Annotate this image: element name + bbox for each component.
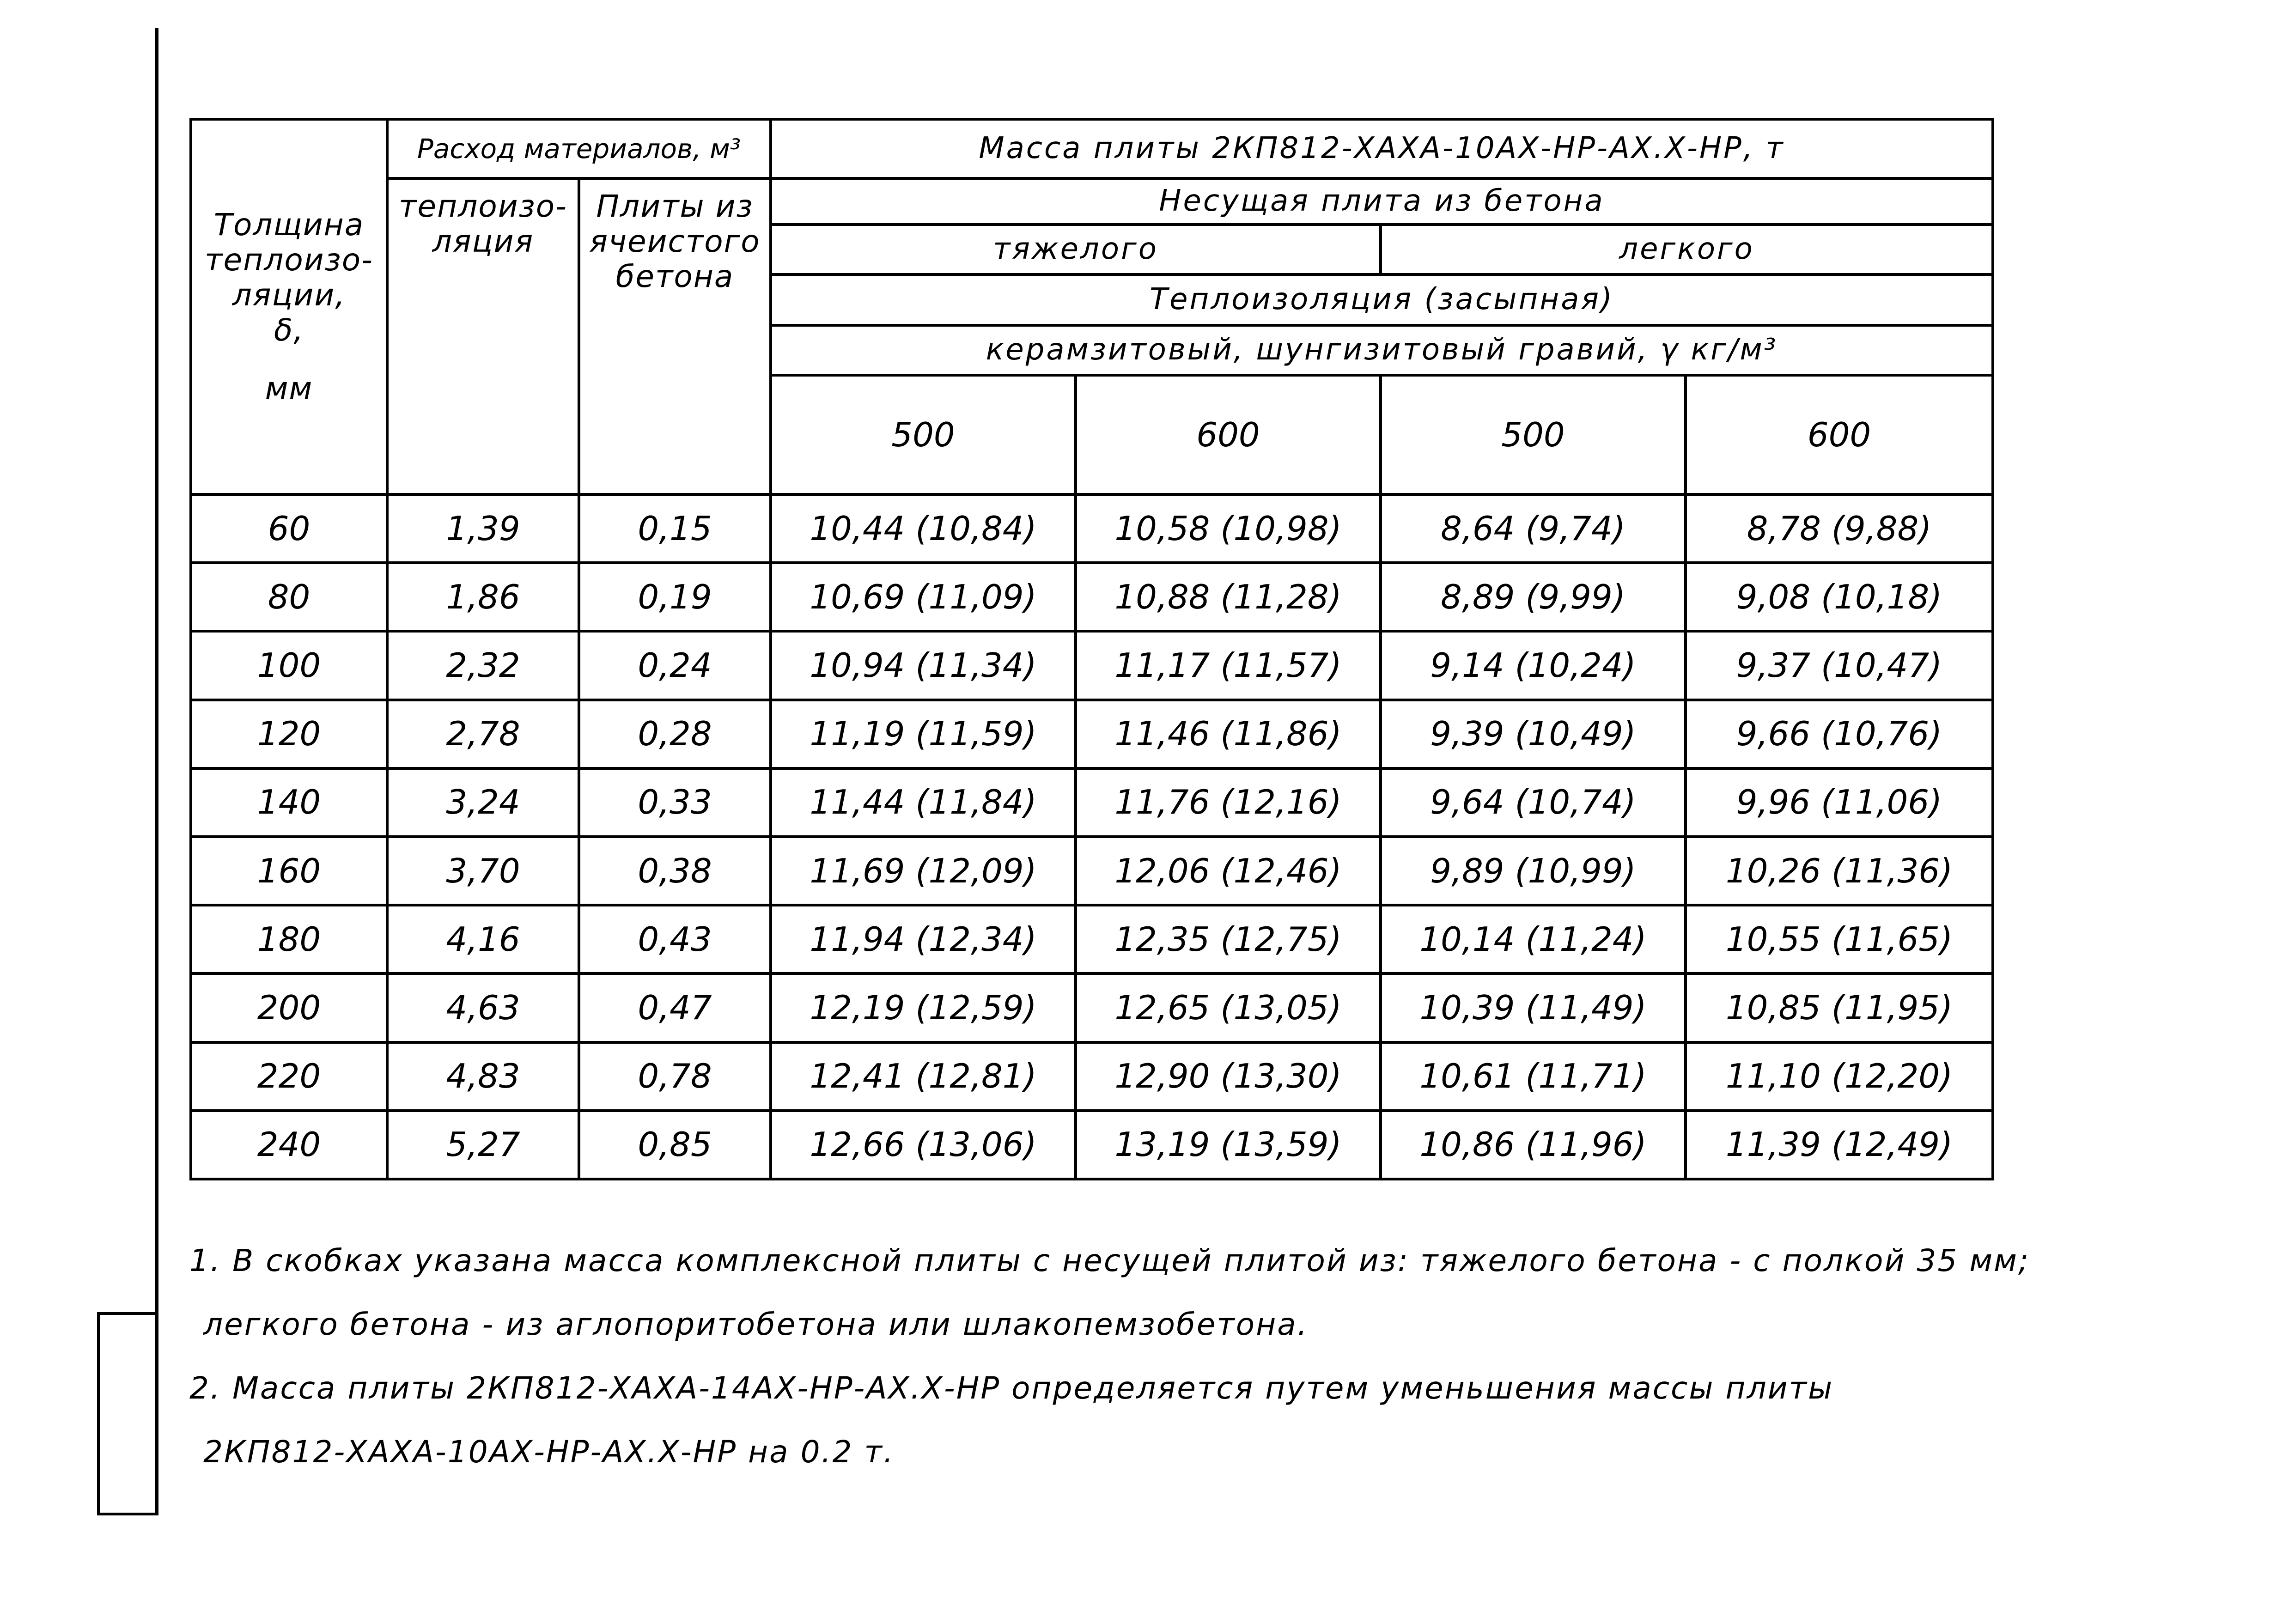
cellular-cell: 0,43 <box>579 905 771 973</box>
mass-light-600-cell: 11,10 (12,20) <box>1686 1042 1993 1111</box>
table-row <box>191 768 1993 837</box>
thickness-cell: 220 <box>191 1042 387 1111</box>
mass-light-500-cell: 8,89 (9,99) <box>1381 563 1686 631</box>
insulation-cell: 1,86 <box>387 563 579 631</box>
mass-heavy-600-cell: 12,35 (12,75) <box>1076 905 1381 973</box>
mass-light-600-cell: 10,55 (11,65) <box>1686 905 1993 973</box>
note-line: 1. В скобках указана масса комплексной плиты с несущей плитой из: тяжелого бетона - с полкой 35 мм; <box>189 1243 2030 1278</box>
thickness-cell: 120 <box>191 700 387 768</box>
mass-light-600-cell: 9,96 (11,06) <box>1686 768 1993 837</box>
note-line: легкого бетона - из аглопоритобетона или шлакопемзобетона. <box>203 1307 1309 1342</box>
table-row <box>191 837 1993 905</box>
insulation-cell: 1,39 <box>387 494 579 563</box>
thickness-cell: 200 <box>191 973 387 1042</box>
mass-heavy-600-cell: 12,06 (12,46) <box>1076 837 1381 905</box>
bearing-slab-header: Несущая плита из бетона <box>771 178 1993 225</box>
mass-light-600-cell: 9,66 (10,76) <box>1686 700 1993 768</box>
mass-heavy-500-cell: 11,44 (11,84) <box>771 768 1076 837</box>
materials-consumption-header: Расход материалов, м³ <box>387 119 771 178</box>
mass-heavy-600-cell: 11,46 (11,86) <box>1076 700 1381 768</box>
table-row <box>191 563 1993 631</box>
density-500-heavy: 500 <box>771 375 1076 494</box>
mass-heavy-600-cell: 11,17 (11,57) <box>1076 631 1381 699</box>
mass-heavy-500-cell: 10,94 (11,34) <box>771 631 1076 699</box>
cellular-cell: 0,19 <box>579 563 771 631</box>
mass-light-600-cell: 9,37 (10,47) <box>1686 631 1993 699</box>
cellular-cell: 0,24 <box>579 631 771 699</box>
gravel-type-header: керамзитовый, шунгизитовый гравий, γ кг/м³ <box>771 325 1993 375</box>
insulation-cell: 3,24 <box>387 768 579 837</box>
table-row <box>191 973 1993 1042</box>
mass-light-500-cell: 8,64 (9,74) <box>1381 494 1686 563</box>
mass-heavy-600-cell: 11,76 (12,16) <box>1076 768 1381 837</box>
table-row <box>191 700 1993 768</box>
table-row <box>191 1111 1993 1179</box>
thickness-cell: 100 <box>191 631 387 699</box>
mass-table <box>189 118 1994 1180</box>
mass-light-500-cell: 10,86 (11,96) <box>1381 1111 1686 1179</box>
cellular-cell: 0,85 <box>579 1111 771 1179</box>
mass-heavy-500-cell: 11,69 (12,09) <box>771 837 1076 905</box>
cellular-cell: 0,47 <box>579 973 771 1042</box>
thickness-cell: 180 <box>191 905 387 973</box>
cellular-cell: 0,78 <box>579 1042 771 1111</box>
thickness-header: Толщина теплоизо- ляции, δ, мм <box>191 119 387 494</box>
mass-light-500-cell: 10,14 (11,24) <box>1381 905 1686 973</box>
mass-heavy-500-cell: 11,19 (11,59) <box>771 700 1076 768</box>
thickness-cell: 240 <box>191 1111 387 1179</box>
insulation-cell: 4,63 <box>387 973 579 1042</box>
insulation-cell: 3,70 <box>387 837 579 905</box>
light-concrete-header: легкого <box>1381 225 1993 274</box>
mass-heavy-500-cell: 12,19 (12,59) <box>771 973 1076 1042</box>
mass-light-500-cell: 10,39 (11,49) <box>1381 973 1686 1042</box>
thickness-cell: 160 <box>191 837 387 905</box>
slab-mass-header: Масса плиты 2КП812-ХАХА-10АХ-НР-АХ.Х-НР, т <box>771 119 1993 178</box>
mass-heavy-600-cell: 13,19 (13,59) <box>1076 1111 1381 1179</box>
insulation-cell: 2,78 <box>387 700 579 768</box>
cellular-cell: 0,28 <box>579 700 771 768</box>
table-row <box>191 494 1993 563</box>
frame-border-line <box>155 28 158 1515</box>
cellular-cell: 0,15 <box>579 494 771 563</box>
mass-light-500-cell: 9,14 (10,24) <box>1381 631 1686 699</box>
cellular-cell: 0,38 <box>579 837 771 905</box>
mass-light-500-cell: 9,39 (10,49) <box>1381 700 1686 768</box>
table-row <box>191 1042 1993 1111</box>
mass-heavy-600-cell: 12,65 (13,05) <box>1076 973 1381 1042</box>
insulation-cell: 4,83 <box>387 1042 579 1111</box>
mass-light-600-cell: 10,26 (11,36) <box>1686 837 1993 905</box>
mass-heavy-600-cell: 10,88 (11,28) <box>1076 563 1381 631</box>
insulation-cell: 2,32 <box>387 631 579 699</box>
mass-heavy-500-cell: 12,66 (13,06) <box>771 1111 1076 1179</box>
mass-light-600-cell: 8,78 (9,88) <box>1686 494 1993 563</box>
mass-heavy-500-cell: 10,44 (10,84) <box>771 494 1076 563</box>
table-row <box>191 905 1993 973</box>
mass-light-500-cell: 10,61 (11,71) <box>1381 1042 1686 1111</box>
table-row <box>191 631 1993 699</box>
thickness-cell: 140 <box>191 768 387 837</box>
thickness-cell: 60 <box>191 494 387 563</box>
note-line: 2. Масса плиты 2КП812-ХАХА-14АХ-НР-АХ.Х-НР определяется путем уменьшения массы плиты <box>189 1370 1834 1406</box>
density-500-light: 500 <box>1381 375 1686 494</box>
mass-light-500-cell: 9,64 (10,74) <box>1381 768 1686 837</box>
margin-stamp-box <box>97 1312 155 1515</box>
mass-light-600-cell: 10,85 (11,95) <box>1686 973 1993 1042</box>
density-600-light: 600 <box>1686 375 1993 494</box>
insulation-cell: 5,27 <box>387 1111 579 1179</box>
cellular-cell: 0,33 <box>579 768 771 837</box>
note-line: 2КП812-ХАХА-10АХ-НР-АХ.Х-НР на 0.2 т. <box>203 1434 895 1470</box>
mass-heavy-600-cell: 10,58 (10,98) <box>1076 494 1381 563</box>
mass-heavy-500-cell: 11,94 (12,34) <box>771 905 1076 973</box>
mass-heavy-600-cell: 12,90 (13,30) <box>1076 1042 1381 1111</box>
cellular-concrete-header: Плиты из ячеистого бетона <box>579 178 771 494</box>
thickness-cell: 80 <box>191 563 387 631</box>
notes-block <box>189 1229 2246 1484</box>
insulation-type-header: Теплоизоляция (засыпная) <box>771 274 1993 325</box>
insulation-cell: 4,16 <box>387 905 579 973</box>
heavy-concrete-header: тяжелого <box>771 225 1381 274</box>
mass-heavy-500-cell: 12,41 (12,81) <box>771 1042 1076 1111</box>
insulation-header: теплоизо- ляция <box>387 178 579 494</box>
mass-light-500-cell: 9,89 (10,99) <box>1381 837 1686 905</box>
mass-light-600-cell: 11,39 (12,49) <box>1686 1111 1993 1179</box>
mass-heavy-500-cell: 10,69 (11,09) <box>771 563 1076 631</box>
density-600-heavy: 600 <box>1076 375 1381 494</box>
mass-light-600-cell: 9,08 (10,18) <box>1686 563 1993 631</box>
